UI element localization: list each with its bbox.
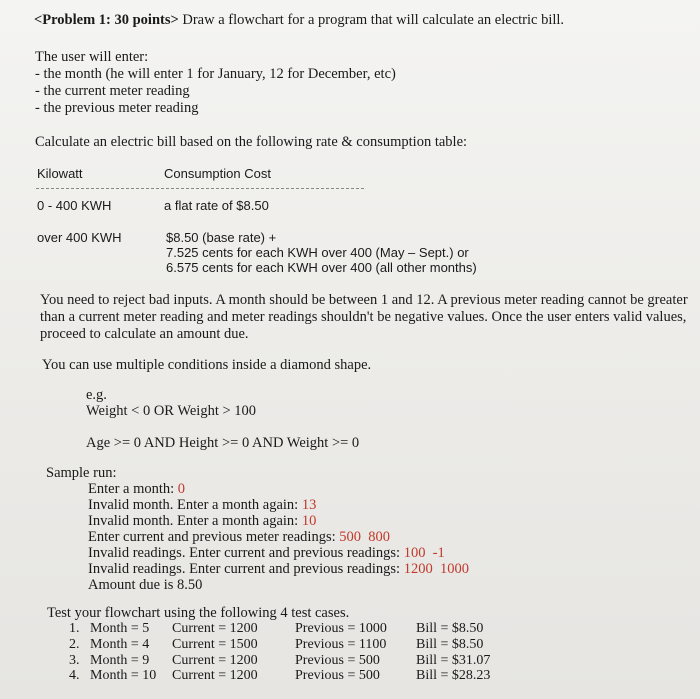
test-case-num: 4. — [69, 668, 80, 683]
test-case-current: Current = 1500 — [172, 637, 258, 652]
test-case-current: Current = 1200 — [172, 621, 258, 636]
problem-title — [34, 12, 564, 29]
intro-item-current: - the current meter reading — [35, 83, 190, 99]
sample-prompt: Invalid readings. Enter current and previous readings: — [88, 545, 404, 561]
test-case-month: Month = 5 — [90, 621, 150, 636]
reject-line-1: You need to reject bad inputs. A month should be between 1 and 12. A previous meter reading cannot be greater — [40, 292, 688, 308]
example-label: e.g. — [86, 387, 107, 403]
row1-cost: a flat rate of $8.50 — [164, 198, 269, 213]
row2-cost-summer: 7.525 cents for each KWH over 400 (May – Sept.) or — [166, 245, 469, 260]
test-case-previous: Previous = 500 — [295, 653, 380, 668]
intro-heading: The user will enter: — [35, 49, 149, 65]
sample-prompt: Enter current and previous meter readings: — [88, 529, 340, 545]
sample-line — [88, 529, 390, 546]
sample-line — [88, 577, 202, 594]
calc-instruction: Calculate an electric bill based on the following rate & consumption table: — [35, 134, 468, 150]
test-case-bill: Bill = $31.07 — [416, 653, 491, 668]
test-case-previous: Previous = 1000 — [295, 621, 387, 636]
test-case-month: Month = 10 — [90, 668, 157, 683]
sample-line — [88, 481, 185, 498]
test-case-current: Current = 1200 — [172, 653, 258, 668]
multi-condition-note: You can use multiple conditions inside a diamond shape. — [42, 357, 372, 373]
reject-line-3: proceed to calculate an amount due. — [40, 326, 249, 342]
row2-cost-other: 6.575 cents for each KWH over 400 (all other months) — [166, 260, 477, 275]
intro-item-month: - the month (he will enter 1 for January, 12 for December, etc) — [35, 66, 396, 82]
sample-prompt: Invalid month. Enter a month again: — [88, 497, 302, 513]
sample-input: 1200 1000 — [403, 561, 469, 577]
sample-prompt: Enter a month: — [88, 481, 178, 497]
test-case-num: 3. — [69, 653, 80, 668]
sample-line — [88, 545, 445, 562]
table-header-cost: Consumption Cost — [164, 166, 271, 181]
test-case-previous: Previous = 500 — [295, 668, 380, 683]
test-case-month: Month = 9 — [90, 653, 150, 668]
sample-input: 10 — [301, 513, 317, 529]
sample-prompt: Invalid readings. Enter current and previous readings: — [88, 561, 404, 577]
test-case-previous: Previous = 1100 — [295, 637, 387, 652]
sample-prompt: Invalid month. Enter a month again: — [88, 513, 302, 529]
sample-input: 100 -1 — [403, 545, 445, 561]
table-header-divider — [36, 188, 364, 189]
sample-line — [88, 513, 316, 530]
example-line-1: Weight < 0 OR Weight > 100 — [86, 403, 257, 419]
sample-input: 13 — [301, 497, 317, 513]
test-case-month: Month = 4 — [90, 637, 150, 652]
reject-line-2: than a current meter reading and meter readings shouldn't be negative values. Once the user enters valid values, — [40, 309, 687, 325]
sample-input: 0 — [177, 481, 186, 497]
test-heading: Test your flowchart using the following 4 test cases. — [47, 605, 350, 621]
sample-input: 500 800 — [339, 529, 390, 545]
sample-line — [88, 561, 469, 578]
problem-text: Draw a flowchart for a program that will calculate an electric bill. — [178, 12, 565, 28]
example-line-2: Age >= 0 AND Height >= 0 AND Weight >= 0 — [86, 435, 360, 451]
row2-cost-base: $8.50 (base rate) + — [166, 230, 277, 245]
test-case-bill: Bill = $8.50 — [416, 637, 484, 652]
test-case-num: 2. — [69, 637, 80, 652]
intro-item-previous: - the previous meter reading — [35, 100, 199, 116]
sample-prompt: Amount due is 8.50 — [88, 577, 203, 593]
test-case-current: Current = 1200 — [172, 668, 258, 683]
sample-run-heading: Sample run: — [46, 465, 117, 481]
test-case-bill: Bill = $28.23 — [416, 668, 491, 683]
test-case-bill: Bill = $8.50 — [416, 621, 484, 636]
sample-line — [88, 497, 316, 514]
table-header-kilowatt: Kilowatt — [37, 166, 83, 181]
problem-label: <Problem 1: 30 points> — [34, 12, 179, 28]
row2-kilowatt: over 400 KWH — [37, 230, 122, 245]
test-case-num: 1. — [69, 621, 80, 636]
row1-kilowatt: 0 - 400 KWH — [37, 198, 112, 213]
